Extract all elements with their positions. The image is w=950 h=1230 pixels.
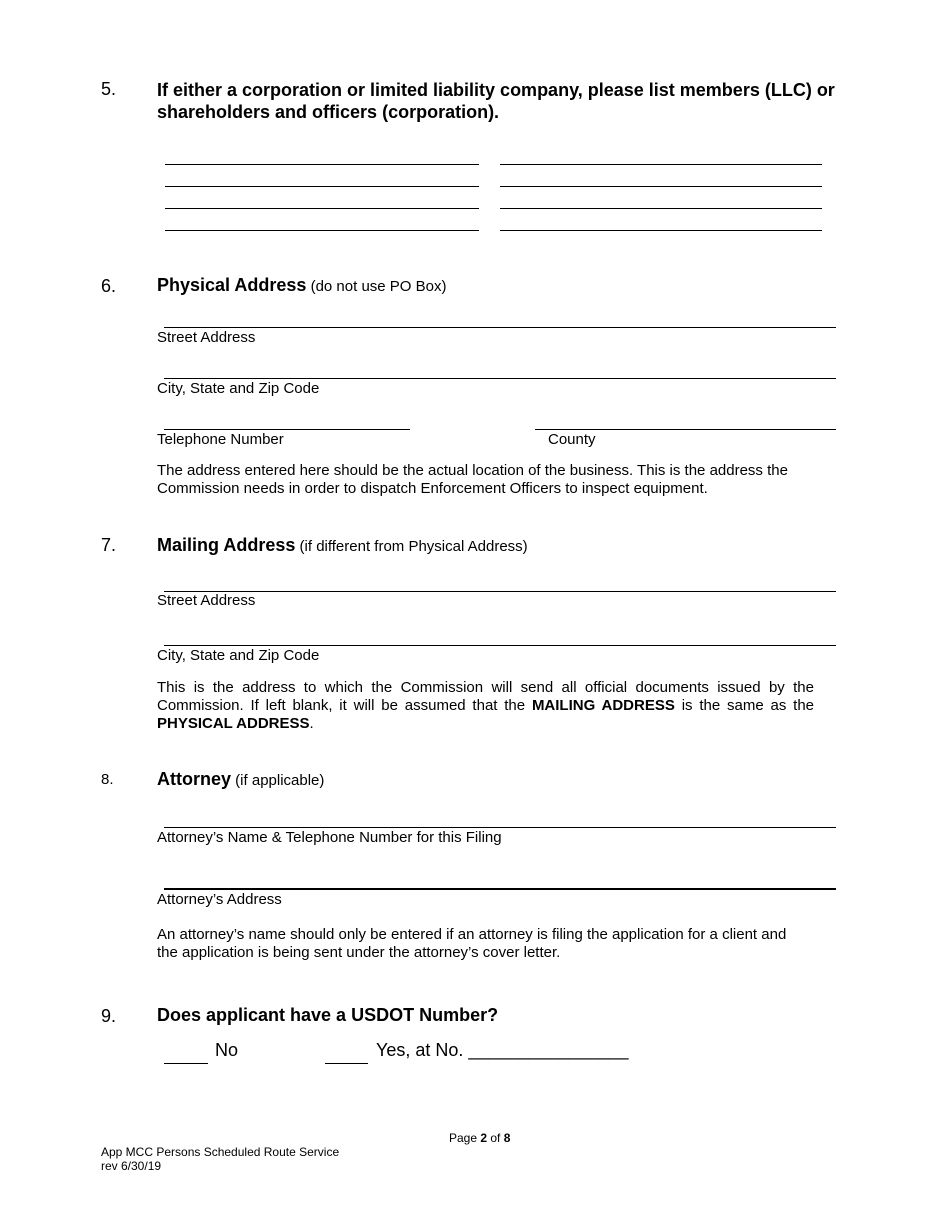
section-5-title-line-1: If either a corporation or limited liability company, please list members (LLC) or (157, 80, 835, 100)
section-9-number: 9. (101, 1006, 117, 1026)
page-prefix: Page (449, 1131, 481, 1145)
attorney-info-line-2: the application is being sent under the attorney’s cover letter. (157, 944, 561, 961)
section-7-title: Mailing Address (157, 535, 296, 555)
section-8-note: (if applicable) (231, 772, 325, 789)
attorney-info-line-1: An attorney’s name should only be entered if an attorney is filing the application for a client and (157, 926, 787, 943)
physical-info-line-2: Commission needs in order to dispatch Enforcement Officers to inspect equipment. (157, 480, 708, 497)
no-checkbox-line[interactable] (164, 1063, 208, 1064)
section-7-note: (if different from Physical Address) (295, 538, 528, 555)
footer-doc-name: App MCC Persons Scheduled Route Service (101, 1145, 340, 1159)
mailing-address-term: MAILING ADDRESS (531, 697, 675, 714)
page-current: 2 (480, 1131, 488, 1145)
mailing-city-label: City, State and Zip Code (157, 647, 320, 664)
county-line[interactable] (535, 429, 836, 430)
no-option-label: No (215, 1040, 239, 1060)
section-7-number: 7. (101, 535, 117, 555)
section-7-heading (157, 535, 528, 556)
section-5-title (157, 79, 877, 123)
section-9-title: Does applicant have a USDOT Number? (157, 1005, 499, 1025)
member-line-right-4[interactable] (500, 230, 822, 231)
section-6-title: Physical Address (157, 275, 307, 295)
member-line-right-2[interactable] (500, 186, 822, 187)
section-6-note: (do not use PO Box) (306, 278, 447, 295)
physical-address-info (157, 462, 814, 498)
member-line-right-1[interactable] (500, 164, 822, 165)
section-6-heading (157, 275, 446, 296)
mailing-info-text-2: is the same as the (674, 697, 814, 714)
telephone-label: Telephone Number (157, 431, 284, 448)
attorney-info (157, 926, 814, 962)
mailing-street-label: Street Address (157, 592, 256, 609)
section-8-number: 8. (101, 771, 114, 788)
telephone-line[interactable] (164, 429, 410, 430)
section-8-heading (157, 769, 324, 790)
mailing-street-line[interactable] (164, 591, 836, 592)
member-line-right-3[interactable] (500, 208, 822, 209)
attorney-name-line[interactable] (164, 827, 836, 828)
mailing-address-info (157, 679, 814, 733)
mailing-city-line[interactable] (164, 645, 836, 646)
section-5-title-line-2: shareholders and officers (corporation). (157, 102, 500, 122)
physical-info-line-1: The address entered here should be the actual location of the business. This is the address the (157, 462, 788, 479)
section-6-number: 6. (101, 276, 117, 296)
page-total: 8 (503, 1131, 511, 1145)
yes-checkbox-line[interactable] (325, 1063, 368, 1064)
physical-street-line[interactable] (164, 327, 836, 328)
section-5-number: 5. (101, 79, 117, 99)
yes-option-label: Yes, at No. ________________ (376, 1040, 629, 1060)
section-8-title: Attorney (157, 769, 232, 789)
physical-city-label: City, State and Zip Code (157, 380, 320, 397)
physical-address-term: PHYSICAL ADDRESS (157, 715, 310, 732)
county-label: County (548, 431, 596, 448)
member-line-left-1[interactable] (165, 164, 479, 165)
member-line-left-4[interactable] (165, 230, 479, 231)
footer-revision: rev 6/30/19 (101, 1159, 162, 1173)
attorney-name-label: Attorney’s Name & Telephone Number for this Filing (157, 829, 502, 846)
mailing-info-text-1: This is the address to which the Commission will send all official documents issued by the Commission. If left blank, it will be assumed that the (157, 679, 814, 714)
member-line-left-3[interactable] (165, 208, 479, 209)
attorney-address-line[interactable] (164, 888, 836, 890)
member-line-left-2[interactable] (165, 186, 479, 187)
page-mid: of (487, 1131, 504, 1145)
page-number (449, 1131, 510, 1145)
mailing-info-text-3: . (309, 715, 314, 732)
physical-city-line[interactable] (164, 378, 836, 379)
attorney-address-label: Attorney’s Address (157, 891, 282, 908)
physical-street-label: Street Address (157, 329, 256, 346)
